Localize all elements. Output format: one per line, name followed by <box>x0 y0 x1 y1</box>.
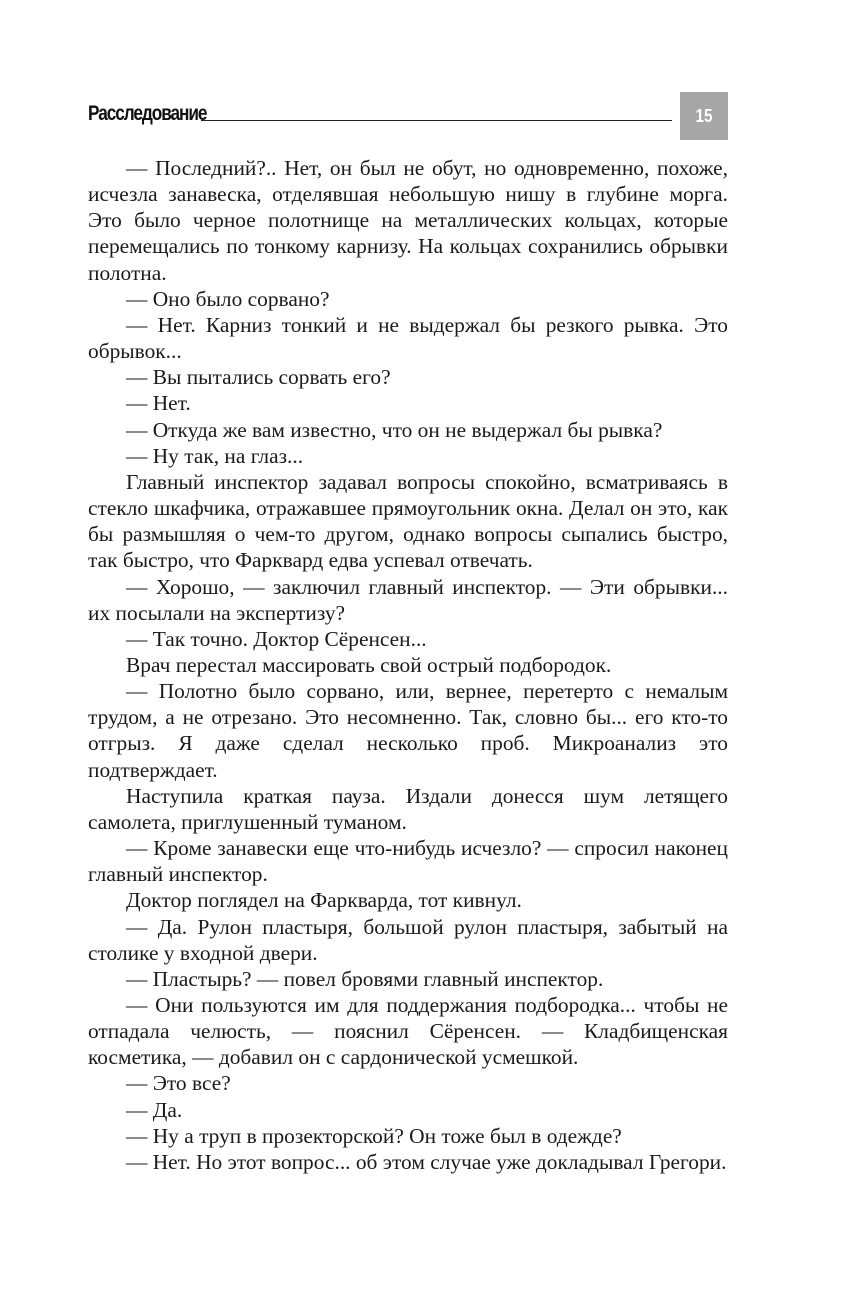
page-number: 15 <box>695 105 713 126</box>
page-number-box <box>680 92 728 140</box>
body-text <box>88 155 728 1175</box>
paragraph: — Кроме занавески еще что-нибудь исчезло? — спросил наконец главный инспектор. <box>88 836 728 887</box>
paragraph: — Нет. Но этот вопрос... об этом случае уже докладывал Грегори. <box>126 1149 727 1174</box>
paragraph: Наступила краткая пауза. Издали донесся шум летящего самолета, приглушенный туманом. <box>88 783 728 834</box>
paragraph: — Оно было сорвано? <box>126 286 330 311</box>
paragraph: — Да. Рулон пластыря, большой рулон пластыря, забытый на столике у входной двери. <box>88 914 728 965</box>
header-rule <box>201 120 672 121</box>
paragraph: — Вы пытались сорвать его? <box>126 365 391 390</box>
paragraph: — Хорошо, — заключил главный инспектор. — Эти обрывки... их посылали на экспертизу? <box>88 574 728 625</box>
paragraph: — Нет. Карниз тонкий и не выдержал бы резкого рывка. Это обрывок... <box>88 312 728 364</box>
paragraph: — Нет. <box>126 391 191 416</box>
paragraph: Врач перестал массировать свой острый подбородок. <box>126 652 612 677</box>
paragraph: — Пластырь? — повел бровями главный инспектор. <box>126 966 604 991</box>
paragraph: — Последний?.. Нет, он был не обут, но одновременно, похоже, исчезла занавеска, отделявшая небольшую нишу в глубине морга. Это было черное полотнище на металлических кольцах, которые перемещались по тонкому карнизу. На кольцах сохранились обрывки полотна. <box>88 156 728 285</box>
paragraph: — Так точно. Доктор Сёренсен... <box>126 626 427 651</box>
paragraph: — Полотно было сорвано, или, вернее, перетерто с немалым трудом, а не отрезано. Это несомненно. Так, словно бы... его кто-то отгрыз. Я даже сделал несколько проб. Микроанализ это подтверждает. <box>88 679 728 782</box>
paragraph: — Они пользуются им для поддержания подбородка... чтобы не отпадала челюсть, — пояснил Сёренсен. — Кладбищенская косметика, — добавил он с сардонической усмешкой. <box>88 993 728 1070</box>
paragraph: Главный инспектор задавал вопросы спокойно, всматриваясь в стекло шкафчика, отражавшее прямоугольник окна. Делал он это, как бы размышляя о чем-то другом, однако вопросы сыпались быстро, так быстро, что Фарквард едва успевал отвечать. <box>88 469 728 573</box>
running-title: Расследование <box>88 102 207 125</box>
paragraph: — Это все? <box>126 1071 231 1096</box>
paragraph: Доктор поглядел на Фарквардa, тот кивнул. <box>126 888 522 913</box>
paragraph: — Ну так, на глаз... <box>126 443 304 468</box>
paragraph: — Ну а труп в прозекторской? Он тоже был в одежде? <box>126 1123 622 1148</box>
paragraph: — Да. <box>126 1097 183 1122</box>
paragraph: — Откуда же вам известно, что он не выдержал бы рывка? <box>126 417 663 442</box>
page-header <box>88 92 728 140</box>
